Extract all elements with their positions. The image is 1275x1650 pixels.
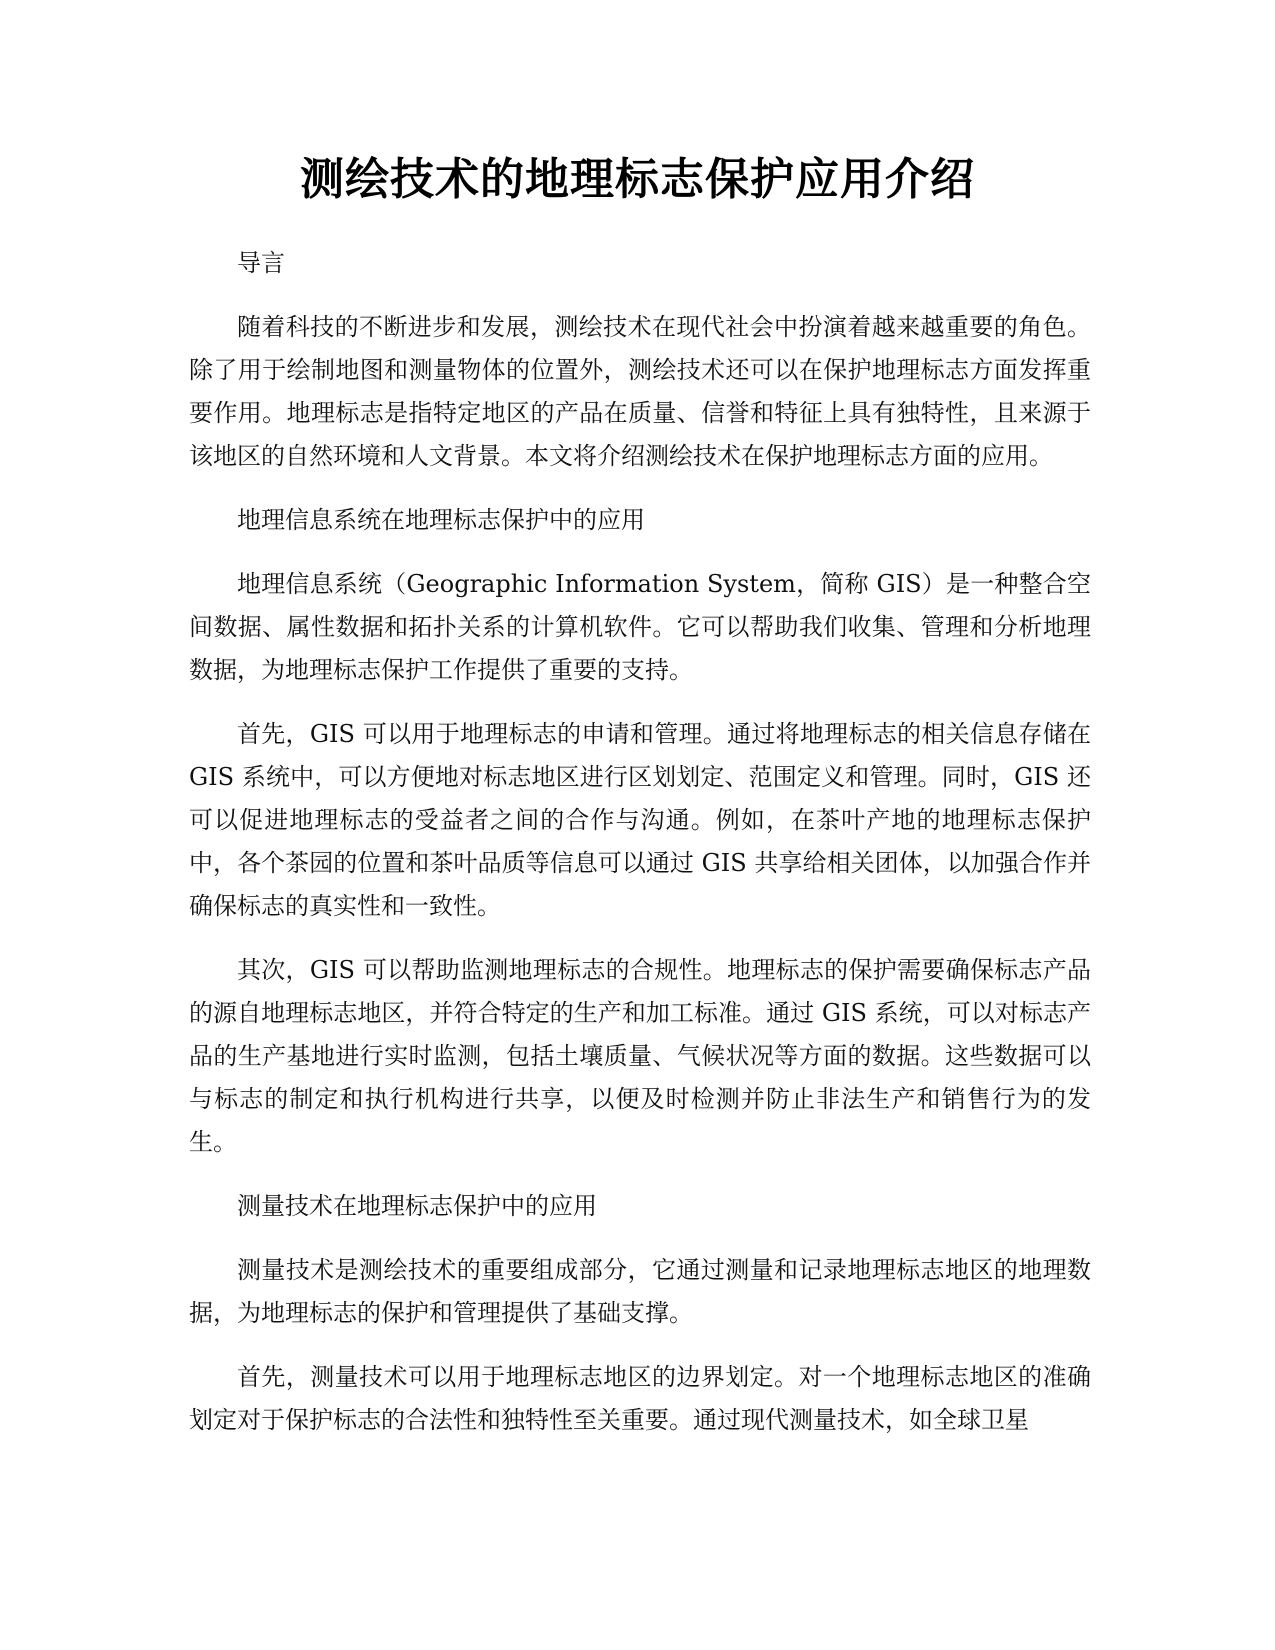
document-title: 测绘技术的地理标志保护应用介绍 [300, 154, 975, 205]
section-heading-gis: 地理信息系统在地理标志保护中的应用 [237, 506, 645, 534]
section-heading-intro: 导言 [237, 249, 285, 277]
paragraph-gis-monitoring: 其次，GIS 可以帮助监测地理标志的合规性。地理标志的保护需要确保标志产品的源自地理标志地区，并符合特定的生产和加工标准。通过 GIS 系统，可以对标志产品的生产基地进行实时监测，包括土壤质量、气候状况等方面的数据。这些数据可以与标志的制定和执行机构进行共享，以便及时检测并防止非法生产和销售行为的发生。 [189, 956, 1091, 1156]
section-heading-surveying: 测量技术在地理标志保护中的应用 [237, 1192, 597, 1220]
document-body [189, 242, 1091, 1463]
paragraph-surveying-definition: 测量技术是测绘技术的重要组成部分，它通过测量和记录地理标志地区的地理数据，为地理标志的保护和管理提供了基础支撑。 [189, 1256, 1091, 1327]
paragraph-intro: 随着科技的不断进步和发展，测绘技术在现代社会中扮演着越来越重要的角色。除了用于绘制地图和测量物体的位置外，测绘技术还可以在保护地理标志方面发挥重要作用。地理标志是指特定地区的产品在质量、信誉和特征上具有独特性，且来源于该地区的自然环境和人文背景。本文将介绍测绘技术在保护地理标志方面的应用。 [189, 313, 1091, 470]
paragraph-gis-definition: 地理信息系统（Geographic Information System，简称 GIS）是一种整合空间数据、属性数据和拓扑关系的计算机软件。它可以帮助我们收集、管理和分析地理数据，为地理标志保护工作提供了重要的支持。 [189, 570, 1091, 684]
paragraph-gis-application: 首先，GIS 可以用于地理标志的申请和管理。通过将地理标志的相关信息存储在 GIS 系统中，可以方便地对标志地区进行区划划定、范围定义和管理。同时，GIS 还可以促进地理标志的受益者之间的合作与沟通。例如，在茶叶产地的地理标志保护中，各个茶园的位置和茶叶品质等信息可以通过 GIS 共享给相关团体，以加强合作并确保标志的真实性和一致性。 [189, 720, 1091, 920]
paragraph-surveying-boundary: 首先，测量技术可以用于地理标志地区的边界划定。对一个地理标志地区的准确划定对于保护标志的合法性和独特性至关重要。通过现代测量技术，如全球卫星 [189, 1363, 1091, 1434]
